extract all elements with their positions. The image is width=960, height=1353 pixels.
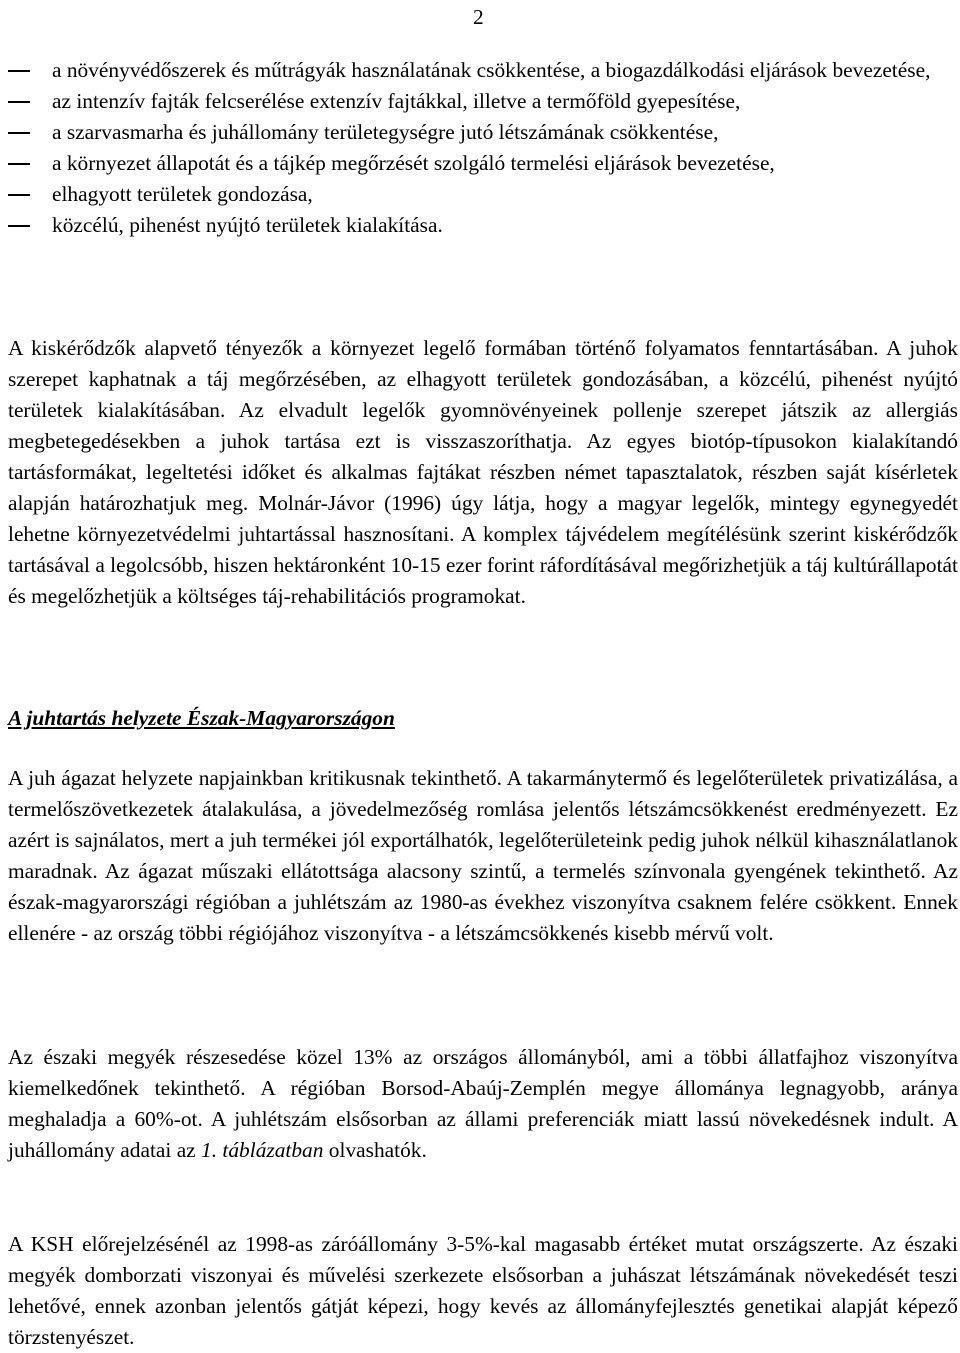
- list-item: [8, 148, 958, 179]
- list-item-text: a növényvédőszerek és műtrágyák használatának csökkentése, a biogazdálkodási eljárások bevezetése,: [52, 58, 931, 82]
- page-number: 2: [473, 5, 484, 29]
- list-item: [8, 55, 958, 86]
- paragraph-text: Az északi megyék részesedése közel 13% az országos állományból, ami a többi állatfajhoz viszonyítva kiemelkedőnek tekinthető. A régióban Borsod-Abaúj-Zemplén megye állománya legnagyobb, aránya meghaladja a 60%-ot. A juhlétszám elsősorban az állami preferenciák miatt lassú növekedésnek indult. A juhállomány adatai az: [8, 1045, 958, 1162]
- paragraph-ksh-forecast: A KSH előrejelzésénél az 1998-as záróállomány 3-5%-kal magasabb értéket mutat országszerte. Az északi megyék domborzati viszonyai és művelési szerkezete elsősorban a juhászat létszámának növekedését teszi lehetővé, ennek azonban jelentős gátját képezi, hogy kevés az állományfejlesztés genetikai alapját képező törzstenyészet.: [8, 1232, 958, 1349]
- dash-bullet-icon: [8, 194, 30, 196]
- paragraph-sheep-sector: A juh ágazat helyzete napjainkban kritikusnak tekinthető. A takarmánytermő és legelőterületek privatizálása, a termelőszövetkezetek átalakulása, a jövedelmezőség romlása jelentős létszámcsökkenést eredményezett. Ez azért is sajnálatos, mert a juh termékei jól exportálhatók, legelőterületeink pedig juhok nélkül kihasználatlanok maradnak. Az ágazat műszaki ellátottsága alacsony szintű, a termelés színvonala gyengének tekinthető. Az észak-magyarországi régióban a juhlétszám az 1980-as évekhez viszonyítva csaknem felére csökkent. Ennek ellenére - az ország többi régiójához viszonyítva - a létszámcsökkenés kisebb mérvű volt.: [8, 766, 958, 945]
- table-reference: 1. táblázatban: [201, 1138, 324, 1162]
- list-item: [8, 86, 958, 117]
- dash-bullet-icon: [8, 225, 30, 227]
- list-item: [8, 117, 958, 148]
- dash-bullet-icon: [8, 101, 30, 103]
- dash-bullet-icon: [8, 163, 30, 165]
- paragraph-northern-counties: [8, 1042, 958, 1166]
- list-item-text: az intenzív fajták felcserélése extenzív fajtákkal, illetve a termőföld gyepesítése,: [52, 89, 741, 113]
- dash-bullet-icon: [8, 132, 30, 134]
- dash-bullet-icon: [8, 70, 30, 72]
- bullet-list: [8, 55, 958, 241]
- list-item-text: a környezet állapotát és a tájkép megőrzését szolgáló termelési eljárások bevezetése,: [52, 151, 775, 175]
- paragraph-text: olvashatók.: [323, 1138, 427, 1162]
- section-heading: A juhtartás helyzete Észak-Magyarországon: [8, 706, 395, 730]
- list-item: [8, 179, 958, 210]
- list-item: [8, 210, 958, 241]
- paragraph-small-ruminants: A kiskérődzők alapvető tényezők a környezet legelő formában történő folyamatos fenntartásában. A juhok szerepet kaphatnak a táj megőrzésében, az elhagyott területek gondozásában, a közcélú, pihenést nyújtó területek kialakításában. Az elvadult legelők gyomnövényeinek pollenje szerepet játszik az allergiás megbetegedésekben a juhok tartása ezt is visszaszoríthatja. Az egyes biotóp-típusokon kialakítandó tartásformákat, legeltetési időket és alkalmas fajtákat részben német tapasztalatok, részben saját kísérletek alapján határozhatjuk meg. Molnár-Jávor (1996) úgy látja, hogy a magyar legelők, mintegy egynegyedét lehetne környezetvédelmi juhtartással hasznosítani. A komplex tájvédelem megítélésünk szerint kiskérődzők tartásával a legolcsóbb, hiszen hektáronként 10-15 ezer forint ráfordításával megőrizhetjük a táj kultúrállapotát és megelőzhetjük a költséges táj-rehabilitációs programokat.: [8, 336, 958, 608]
- list-item-text: közcélú, pihenést nyújtó területek kialakítása.: [52, 213, 443, 237]
- list-item-text: elhagyott területek gondozása,: [52, 182, 313, 206]
- list-item-text: a szarvasmarha és juhállomány területegységre jutó létszámának csökkentése,: [52, 120, 719, 144]
